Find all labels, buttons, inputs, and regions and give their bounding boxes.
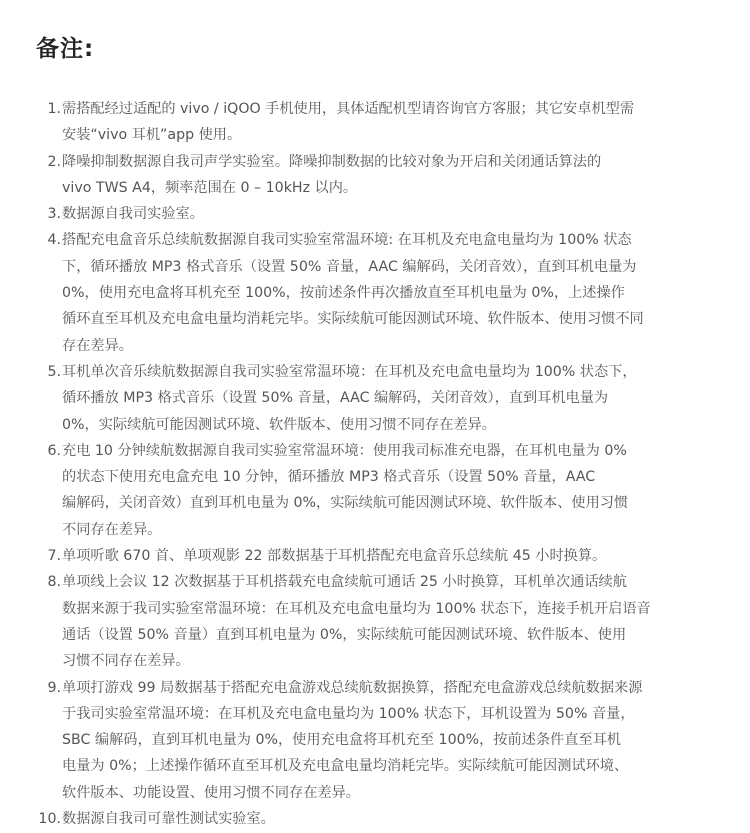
note-item	[0, 359, 750, 438]
note-line: 搭配充电盒音乐总续航数据源自我司实验室常温环境: 在耳机及充电盒电量均为 100% 状态	[62, 232, 632, 249]
note-line: 单项打游戏 99 局数据基于搭配充电盒游戏总续航数据换算，搭配充电盒游戏总续航数据来源	[62, 679, 643, 696]
note-number: 5.	[47, 363, 61, 380]
note-line: 0%，实际续航可能因测试环境、软件版本、使用习惯不同存在差异。	[62, 416, 496, 433]
note-line: 单项听歌 670 首、单项观影 22 部数据基于耳机搭配充电盒音乐总续航 45 小时换算。	[62, 548, 607, 565]
note-number: 2.	[47, 153, 61, 170]
note-number: 1.	[47, 101, 61, 117]
page-title: 备注:	[36, 36, 95, 62]
note-line: 数据来源于我司实验室常温环境：在耳机及充电盒电量均为 100% 状态下，连接手机开启语音	[62, 600, 651, 617]
note-line: 充电 10 分钟续航数据源自我司实验室常温环境：使用我司标准充电器，在耳机电量为 0%	[62, 442, 627, 459]
note-line: 数据源自我司可靠性测试实验室。	[62, 811, 275, 828]
note-item	[0, 806, 750, 832]
note-item	[0, 96, 750, 149]
note-number: 4.	[47, 232, 61, 249]
note-item	[0, 201, 750, 227]
note-line: 耳机单次音乐续航数据源自我司实验室常温环境：在耳机及充电盒电量均为 100% 状态下，	[62, 363, 637, 380]
note-line: 需搭配经过适配的 vivo / iQOO 手机使用，具体适配机型请咨询官方客服；其它安卓机型需	[62, 101, 635, 117]
note-item	[0, 543, 750, 569]
note-line: 存在差异。	[62, 337, 133, 354]
note-line: 循环播放 MP3 格式音乐（设置 50% 音量，AAC 编解码，关闭音效），直到耳机电量为	[62, 390, 609, 407]
note-line: 不同存在差异。	[62, 521, 162, 538]
note-line: 通话（设置 50% 音量）直到耳机电量为 0%，实际续航可能因测试环境、软件版本、使用	[62, 626, 627, 643]
note-number: 6.	[47, 442, 61, 459]
note-line: 数据源自我司实验室。	[62, 206, 204, 223]
note-number: 3.	[47, 206, 61, 223]
note-line: 安装“vivo 耳机”app 使用。	[62, 127, 242, 144]
notes-list	[0, 96, 750, 832]
note-line: 下，循环播放 MP3 格式音乐（设置 50% 音量，AAC 编解码，关闭音效），直到耳机电量为	[62, 258, 637, 275]
note-number: 8.	[47, 574, 61, 591]
note-item	[0, 438, 750, 543]
note-item	[0, 569, 750, 674]
note-line: 软件版本、功能设置、使用习惯不同存在差异。	[62, 784, 360, 801]
note-number: 10.	[38, 811, 61, 828]
note-line: 循环直至耳机及充电盒电量均消耗完毕。实际续航可能因测试环境、软件版本、使用习惯不同	[62, 311, 644, 328]
note-line: 的状态下使用充电盒充电 10 分钟，循环播放 MP3 格式音乐（设置 50% 音量，AAC	[62, 469, 596, 486]
note-item	[0, 675, 750, 806]
note-line: SBC 编解码，直到耳机电量为 0%，使用充电盒将耳机充至 100%，按前述条件直至耳机	[62, 732, 621, 749]
note-line: 单项线上会议 12 次数据基于耳机搭载充电盒续航可通话 25 小时换算，耳机单次通话续航	[62, 574, 627, 591]
note-line: vivo TWS A4，频率范围在 0 – 10kHz 以内。	[62, 179, 358, 196]
note-line: 习惯不同存在差异。	[62, 653, 190, 670]
note-item	[0, 227, 750, 358]
note-line: 降噪抑制数据源自我司声学实验室。降噪抑制数据的比较对象为开启和关闭通话算法的	[62, 153, 602, 170]
note-line: 0%，使用充电盒将耳机充至 100%，按前述条件再次播放直至耳机电量为 0%，上述操作	[62, 285, 625, 302]
note-line: 电量为 0%；上述操作循环直至耳机及充电盒电量均消耗完毕。实际续航可能因测试环境、	[62, 758, 629, 775]
note-line: 于我司实验室常温环境：在耳机及充电盒电量均为 100% 状态下，耳机设置为 50% 音量，	[62, 705, 635, 722]
note-number: 9.	[47, 679, 61, 696]
note-number: 7.	[47, 548, 61, 565]
note-item	[0, 149, 750, 202]
note-line: 编解码，关闭音效）直到耳机电量为 0%，实际续航可能因测试环境、软件版本、使用习惯	[62, 495, 629, 512]
